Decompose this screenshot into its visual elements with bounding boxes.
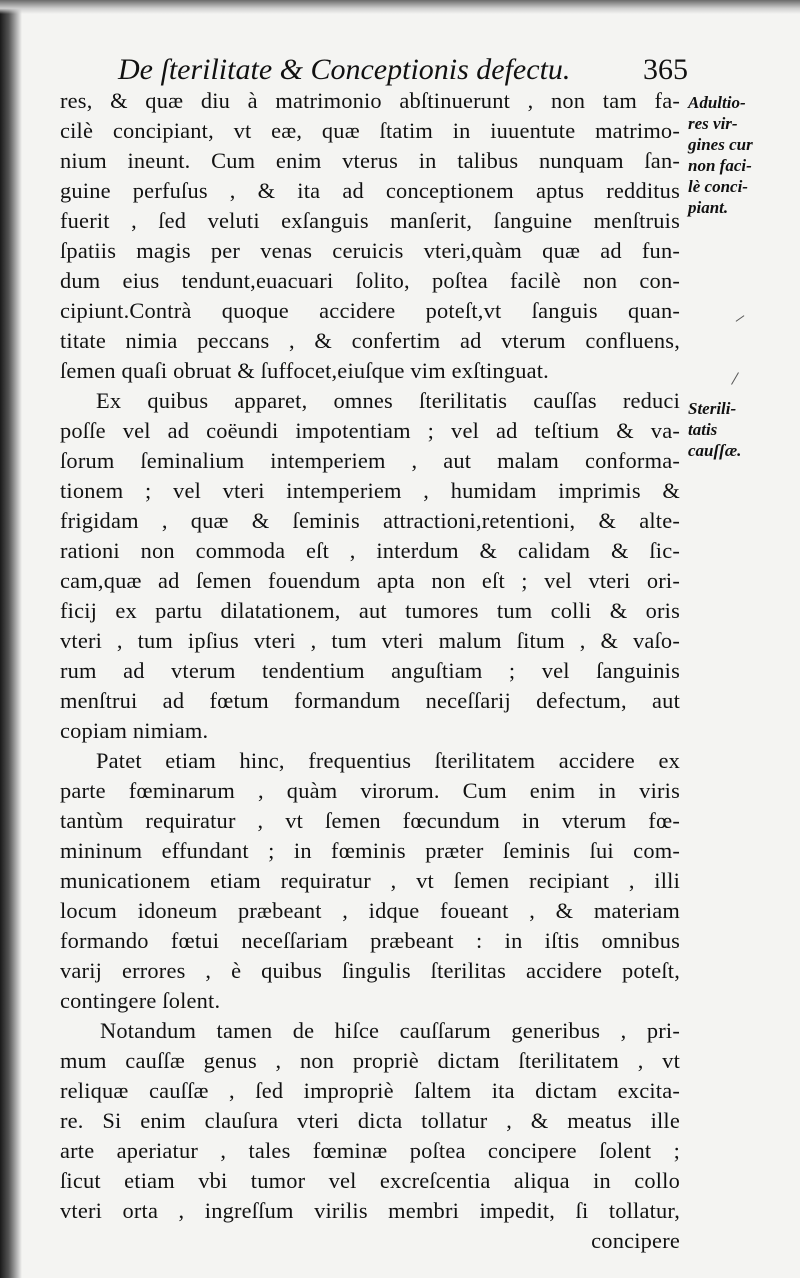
- text-line: tantùm requiratur , vt ſemen fœcundum in vterum fœ-: [60, 808, 680, 833]
- marginal-note-line: tatis: [688, 420, 718, 439]
- marginal-note-line: Sterili-: [688, 399, 737, 418]
- text-line: tionem ; vel vteri intemperiem , humidam imprimis &: [60, 478, 680, 503]
- text-line: dum eius tendunt,euacuari ſolito, poſtea facilè non con-: [60, 268, 680, 293]
- text-line: locum idoneum præbeant , idque foueant , & materiam: [60, 898, 680, 923]
- marginal-note-line: res vir-: [688, 114, 738, 133]
- text-line: cam,quæ ad ſemen fouendum apta non eſt ; vel vteri ori-: [60, 568, 680, 593]
- text-line: frigidam , quæ & ſeminis attractioni,retentioni, & alte-: [60, 508, 680, 533]
- page-speck: [736, 315, 745, 322]
- running-title: De ſterilitate & Conceptionis defectu.: [118, 53, 571, 86]
- marginal-note: [688, 398, 798, 461]
- marginal-note-line: lè conci-: [688, 177, 748, 196]
- text-line: re. Si enim clauſura vteri dicta tollatur , & meatus ille: [60, 1108, 680, 1133]
- marginal-note-line: gines cur: [688, 135, 753, 154]
- marginal-note-line: piant.: [688, 198, 729, 217]
- text-line: cilè concipiant, vt eæ, quæ ſtatim in iuuentute matrimo-: [60, 118, 680, 143]
- text-line: rum ad vterum tendentium anguſtiam ; vel ſanguinis: [60, 658, 680, 683]
- text-line: contingere ſolent.: [60, 988, 221, 1013]
- text-line: guine perfuſus , & ita ad conceptionem aptus redditus: [60, 178, 680, 203]
- text-line: titate nimia peccans , & confertim ad vterum confluens,: [60, 328, 680, 353]
- text-line: rationi non commoda eſt , interdum & calidam & ſic-: [60, 538, 680, 563]
- text-line: Patet etiam hinc, frequentius ſterilitatem accidere ex: [96, 748, 680, 773]
- text-line: poſſe vel ad coëundi impotentiam ; vel ad teſtium & va-: [60, 418, 680, 443]
- text-line: mininum effundant ; in fœminis præter ſeminis ſui com-: [60, 838, 680, 863]
- text-line: ſemen quaſi obruat & ſuffocet,eiuſque vim exſtinguat.: [60, 358, 549, 383]
- text-line: res, & quæ diu à matrimonio abſtinuerunt , non tam fa-: [60, 88, 680, 113]
- text-line: ficij ex partu dilatationem, aut tumores tum colli & oris: [60, 598, 680, 623]
- binding-shadow: [0, 0, 22, 1278]
- text-line: copiam nimiam.: [60, 718, 209, 743]
- text-line: arte aperiatur , tales fœminæ poſtea concipere ſolent ;: [60, 1138, 680, 1163]
- marginal-note-line: cauſſæ.: [688, 441, 742, 460]
- top-edge-shadow: [0, 0, 800, 14]
- text-line: mum cauſſæ genus , non propriè dictam ſterilitatem , vt: [60, 1048, 680, 1073]
- text-line: Notandum tamen de hiſce cauſſarum generibus , pri-: [100, 1018, 680, 1043]
- text-line: parte fœminarum , quàm virorum. Cum enim in viris: [60, 778, 680, 803]
- text-line: menſtrui ad fœtum formandum neceſſarij defectum, aut: [60, 688, 680, 713]
- text-line: Ex quibus apparet, omnes ſterilitatis cauſſas reduci: [96, 388, 680, 413]
- page-speck: [731, 372, 739, 385]
- marginal-note-line: Adultio-: [688, 93, 746, 112]
- body-text: [60, 86, 680, 1256]
- text-line: formando fœtui neceſſariam præbeant : in iſtis omnibus: [60, 928, 680, 953]
- text-line: nium ineunt. Cum enim vterus in talibus nunquam ſan-: [60, 148, 680, 173]
- text-line: cipiunt.Contrà quoque accidere poteſt,vt ſanguis quan-: [60, 298, 680, 323]
- text-line: ſicut etiam vbi tumor vel excreſcentia aliqua in collo: [60, 1168, 680, 1193]
- text-line: municationem etiam requiratur , vt ſemen recipiant , illi: [60, 868, 680, 893]
- text-line: vteri , tum ipſius vteri , tum vteri malum ſitum , & vaſo-: [60, 628, 680, 653]
- marginal-note-line: non faci-: [688, 156, 752, 175]
- text-line: ſorum ſeminalium intemperiem , aut malam conforma-: [60, 448, 680, 473]
- catchword: concipere: [591, 1228, 680, 1253]
- marginal-note: [688, 92, 798, 218]
- text-line: fuerit , ſed veluti exſanguis manſerit, ſanguine menſtruis: [60, 208, 680, 233]
- text-line: ſpatiis magis per venas ceruicis vteri,quàm quæ ad fun-: [60, 238, 680, 263]
- text-line: vteri orta , ingreſſum virilis membri impedit, ſi tollatur,: [60, 1198, 680, 1223]
- page-number: 365: [643, 53, 688, 86]
- text-line: reliquæ cauſſæ , ſed impropriè ſaltem ita dictam excita-: [60, 1078, 680, 1103]
- text-line: varij errores , è quibus ſingulis ſterilitas accidere poteſt,: [60, 958, 680, 983]
